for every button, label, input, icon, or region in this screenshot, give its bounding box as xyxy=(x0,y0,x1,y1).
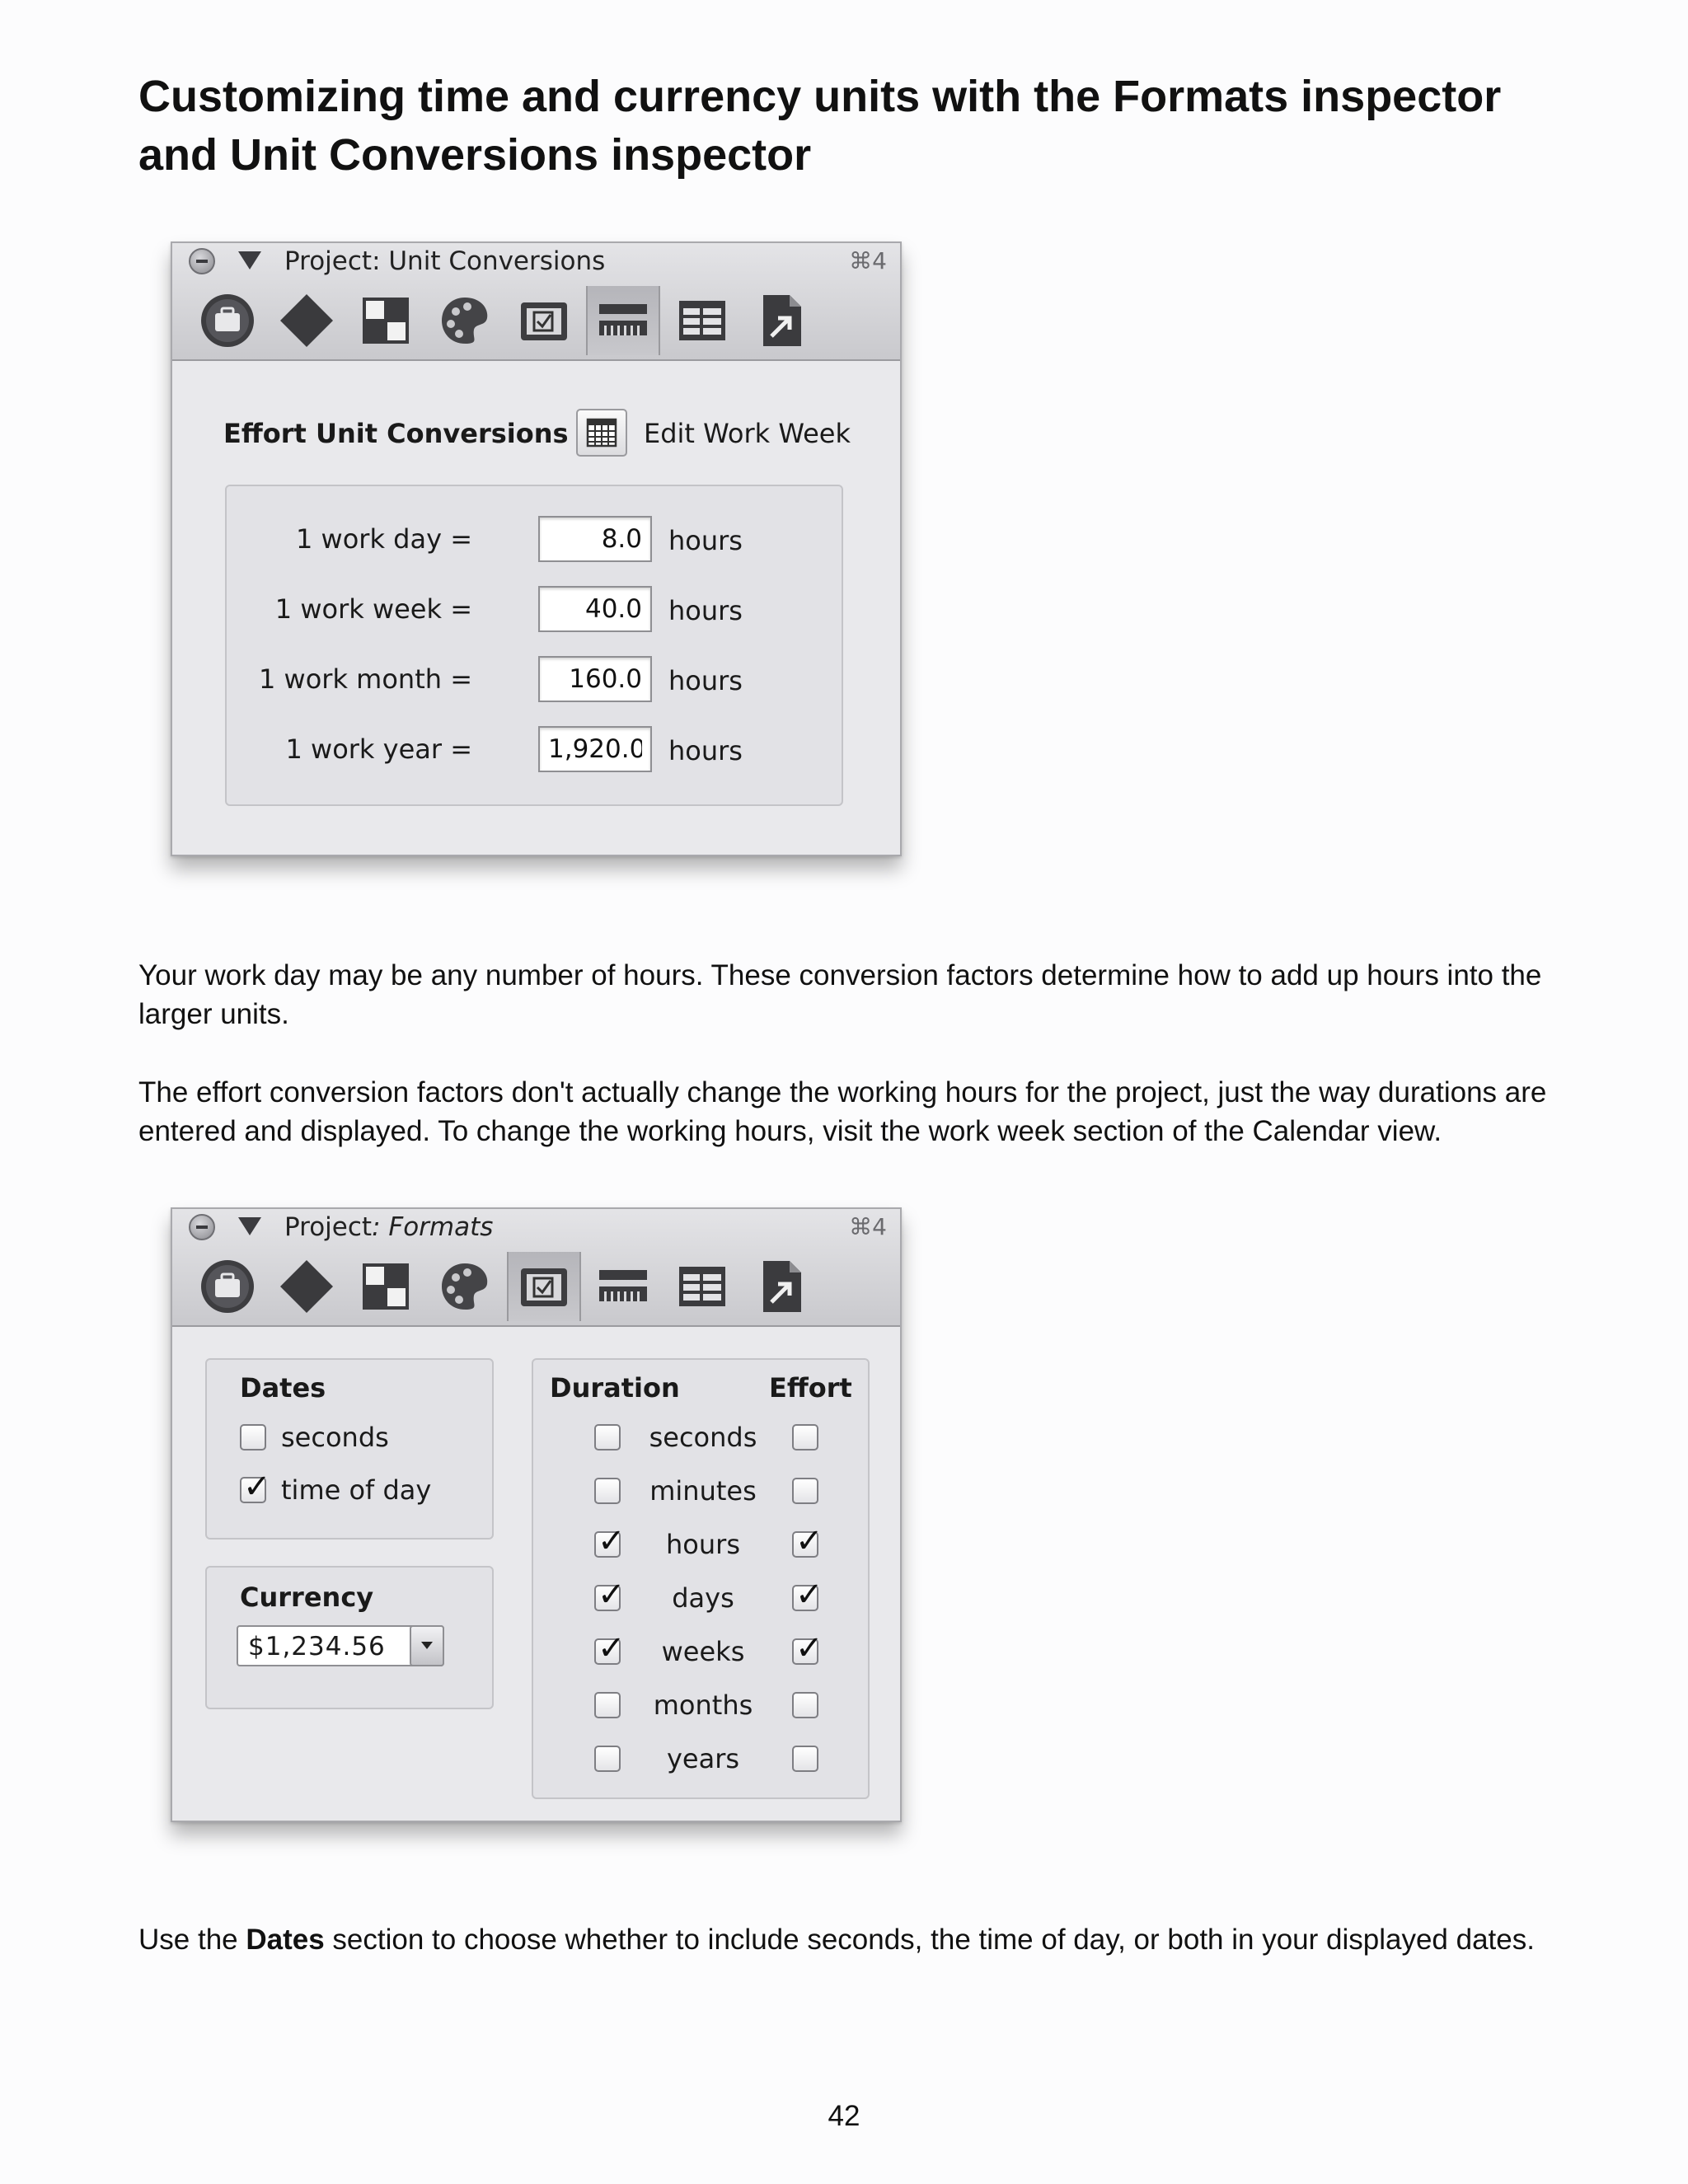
effort-weeks-checkbox[interactable] xyxy=(792,1629,823,1667)
effort-days-checkbox[interactable] xyxy=(792,1576,823,1614)
dates-time-of-day-checkbox[interactable] xyxy=(240,1468,271,1506)
formats-icon[interactable] xyxy=(507,286,581,355)
export-icon[interactable] xyxy=(744,286,818,355)
effort-seconds-checkbox[interactable] xyxy=(792,1424,818,1451)
disclosure-triangle-icon[interactable] xyxy=(238,1217,261,1235)
work-month-hours-input[interactable] xyxy=(538,656,652,702)
conversions-box xyxy=(225,485,843,806)
paragraph xyxy=(138,1920,1589,1959)
unit-conversions-inspector xyxy=(171,241,902,856)
inspector-titlebar xyxy=(172,1209,900,1327)
conversion-row xyxy=(227,586,842,632)
dates-box xyxy=(205,1358,494,1540)
effort-minutes-checkbox[interactable] xyxy=(792,1478,818,1504)
work-week-hours-input[interactable] xyxy=(538,586,652,632)
duration-months-checkbox[interactable] xyxy=(594,1692,621,1718)
dates-title: Dates xyxy=(240,1372,326,1404)
table-icon[interactable] xyxy=(665,1252,739,1321)
palette-icon[interactable] xyxy=(428,286,502,355)
duration-years-checkbox[interactable] xyxy=(594,1746,621,1772)
disclosure-triangle-icon[interactable] xyxy=(238,251,261,269)
conversion-unit: hours xyxy=(668,735,743,766)
project-icon[interactable] xyxy=(190,286,265,355)
dates-seconds-checkbox[interactable] xyxy=(240,1424,266,1451)
currency-value: $1,234.56 xyxy=(248,1632,386,1661)
inspector-title xyxy=(284,1211,493,1244)
effort-years-checkbox[interactable] xyxy=(792,1746,818,1772)
paragraph-text: section to choose whether to include seconds, the time of day, or both in your displayed dates. xyxy=(324,1924,1535,1956)
duration-seconds-checkbox[interactable] xyxy=(594,1424,621,1451)
milestone-icon[interactable] xyxy=(270,1252,344,1321)
duration-minutes-checkbox[interactable] xyxy=(594,1478,621,1504)
inspector-toolbar xyxy=(190,286,891,355)
duration-effort-box xyxy=(532,1358,870,1799)
page-title: Customizing time and currency units with the Formats inspector and Unit Conversions inspector xyxy=(138,72,1502,180)
inspector-title-name: Unit Conversions xyxy=(380,246,606,276)
paragraph: The effort conversion factors don't actually change the working hours for the project, just the way durations are entered and displayed. To change the working hours, visit the work week section of the Calendar view. xyxy=(138,1076,1547,1147)
checkmark-icon: ✓ xyxy=(598,1629,626,1667)
checkmark-icon: ✓ xyxy=(598,1522,626,1560)
conversion-unit: hours xyxy=(668,525,743,556)
unit-label: weeks xyxy=(661,1636,745,1667)
close-icon[interactable] xyxy=(189,1214,215,1240)
inspector-title-prefix: Project: xyxy=(284,246,381,276)
work-day-hours-input[interactable] xyxy=(538,516,652,562)
work-year-hours-input[interactable] xyxy=(538,726,652,772)
unit-label: days xyxy=(672,1582,734,1614)
inspector-title xyxy=(284,245,605,278)
inspector-body xyxy=(172,359,900,855)
checkmark-icon: ✓ xyxy=(795,1629,823,1667)
unit-label: years xyxy=(666,1743,740,1774)
page-number: 42 xyxy=(828,2100,860,2132)
conversion-label: 1 work year = xyxy=(285,733,472,765)
duration-days-checkbox[interactable] xyxy=(594,1576,626,1614)
milestone-icon[interactable] xyxy=(270,286,344,355)
duration-title: Duration xyxy=(550,1372,680,1404)
formats-inspector xyxy=(171,1207,902,1822)
unit-conversions-icon[interactable] xyxy=(586,1252,660,1321)
paragraph-bold-text: Dates xyxy=(246,1924,325,1956)
edit-work-week-button[interactable]: Edit Work Week xyxy=(644,418,851,449)
export-icon[interactable] xyxy=(744,1252,818,1321)
conversion-row xyxy=(227,656,842,702)
palette-icon[interactable] xyxy=(428,1252,502,1321)
chevron-down-icon[interactable] xyxy=(410,1625,444,1666)
conversion-row xyxy=(227,516,842,562)
checkmark-icon: ✓ xyxy=(243,1468,271,1506)
inspector-body xyxy=(172,1325,900,1821)
unit-label: hours xyxy=(666,1529,740,1560)
conversion-label: 1 work day = xyxy=(296,523,472,555)
paragraph-text: Use the xyxy=(138,1924,246,1956)
unit-label: minutes xyxy=(649,1475,757,1507)
effort-hours-checkbox[interactable] xyxy=(792,1522,823,1560)
effort-title: Effort xyxy=(769,1372,852,1404)
paragraph: Your work day may be any number of hours. These conversion factors determine how to add up hours into the larger units. xyxy=(138,959,1542,1030)
duration-weeks-checkbox[interactable] xyxy=(594,1629,626,1667)
inspector-title-name: : Formats xyxy=(372,1212,494,1242)
checkmark-icon: ✓ xyxy=(598,1576,626,1614)
project-icon[interactable] xyxy=(190,1252,265,1321)
unit-conversions-icon[interactable] xyxy=(586,286,660,355)
inspector-toolbar xyxy=(190,1252,891,1321)
conversion-label: 1 work week = xyxy=(274,593,472,625)
currency-box xyxy=(205,1566,494,1709)
checkmark-icon: ✓ xyxy=(795,1522,823,1560)
inspector-title-prefix: Project xyxy=(284,1212,373,1242)
close-icon[interactable] xyxy=(189,248,215,274)
conversion-label: 1 work month = xyxy=(259,663,472,695)
checkmark-icon: ✓ xyxy=(795,1576,823,1614)
keyboard-shortcut: ⌘4 xyxy=(849,1213,887,1240)
table-icon[interactable] xyxy=(665,286,739,355)
currency-title: Currency xyxy=(240,1582,374,1613)
conversion-unit: hours xyxy=(668,595,743,626)
conversion-row xyxy=(227,726,842,772)
checkbox-label: seconds xyxy=(281,1422,389,1453)
currency-format-select[interactable] xyxy=(237,1625,444,1666)
duration-hours-checkbox[interactable] xyxy=(594,1522,626,1560)
unit-label: seconds xyxy=(649,1422,757,1453)
unit-label: months xyxy=(653,1690,753,1721)
keyboard-shortcut: ⌘4 xyxy=(849,247,887,274)
effort-conversions-heading: Effort Unit Conversions xyxy=(223,418,569,449)
inspector-titlebar xyxy=(172,243,900,361)
checkbox-label: time of day xyxy=(281,1474,432,1506)
conversion-unit: hours xyxy=(668,665,743,696)
style-icon[interactable] xyxy=(349,1252,423,1321)
style-icon[interactable] xyxy=(349,286,423,355)
effort-months-checkbox[interactable] xyxy=(792,1692,818,1718)
formats-icon[interactable] xyxy=(507,1252,581,1321)
calendar-icon[interactable] xyxy=(576,409,627,457)
